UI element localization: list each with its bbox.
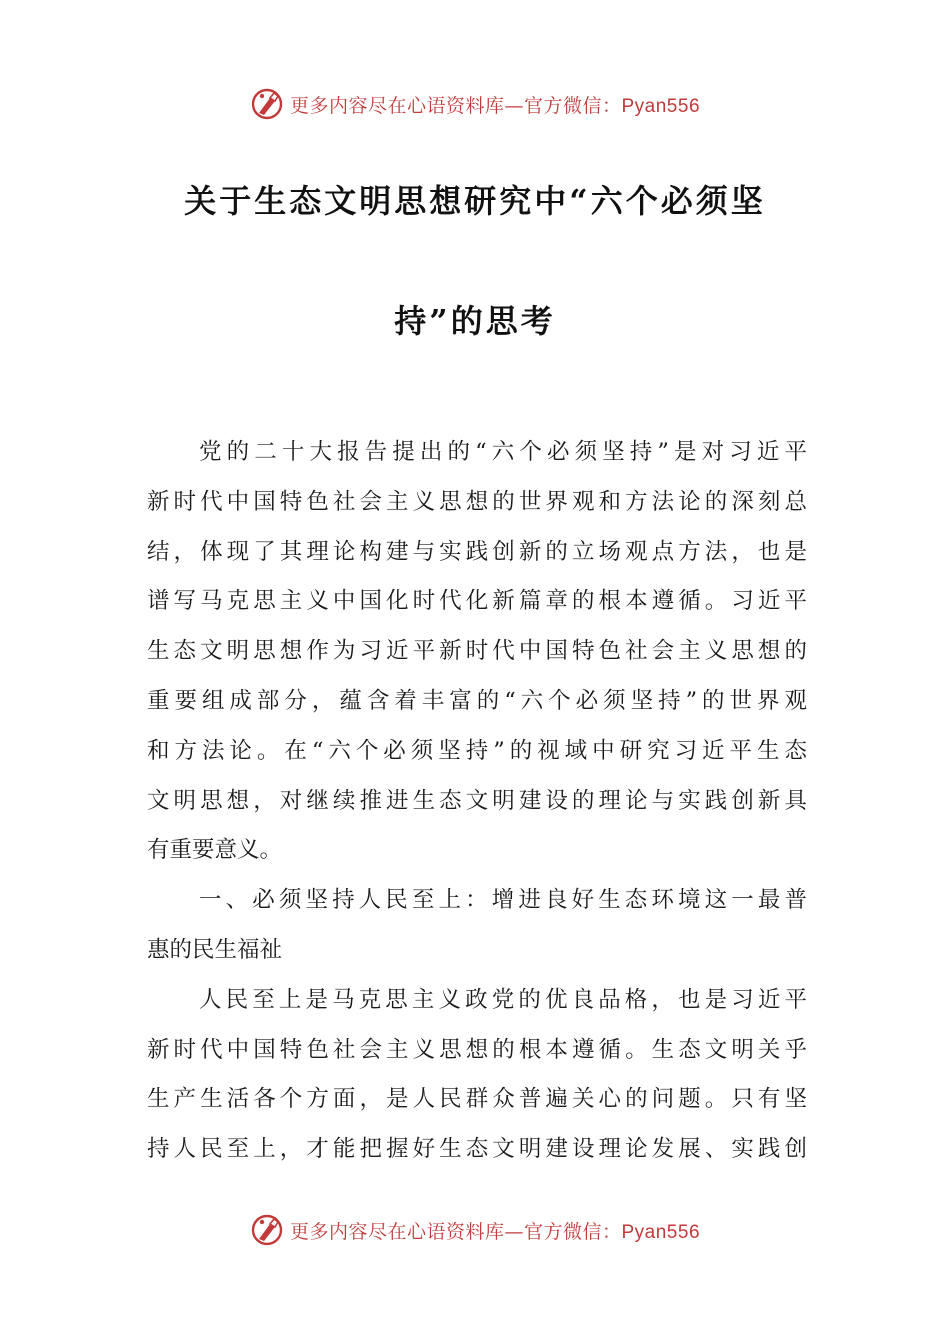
banner-slogan: 更多内容尽在心语资料库—官方微信： [289,94,622,117]
pen-nib-logo-icon [250,87,284,121]
header-banner [0,84,950,124]
paragraph-1-line: 生态文明思想作为习近平新时代中国特色社会主义思想的 [147,638,807,665]
banner-wechat-id: Pyan556 [621,95,701,117]
paragraph-1-line: 新时代中国特色社会主义思想的世界观和方法论的深刻总 [147,488,807,515]
banner-slogan: 更多内容尽在心语资料库—官方微信： [289,1220,622,1243]
document-title-line-2: 持”的思考 [394,302,556,340]
banner-text [290,1217,700,1244]
banner-text [290,91,700,118]
paragraph-1-line: 谱写马克思主义中国化时代化新篇章的根本遵循。习近平 [147,588,807,615]
footer-banner [0,1210,950,1250]
paragraph-2-line: 生产生活各个方面，是人民群众普遍关心的问题。只有坚 [147,1086,807,1113]
document-body [147,428,807,1175]
paragraph-1-line: 和方法论。在“六个必须坚持”的视域中研究习近平生态 [147,737,807,764]
document-title-line-1: 关于生态文明思想研究中“六个必须坚 [184,182,766,220]
paragraph-1-line: 有重要意义。 [147,837,283,864]
paragraph-1-line: 结，体现了其理论构建与实践创新的立场观点方法，也是 [147,538,807,565]
pen-nib-logo-icon [250,1213,284,1247]
paragraph-2-line: 新时代中国特色社会主义思想的根本遵循。生态文明关乎 [147,1036,807,1063]
paragraph-2-line: 持人民至上，才能把握好生态文明建设理论发展、实践创 [147,1136,807,1163]
paragraph-2-line: 人民至上是马克思主义政党的优良品格，也是习近平 [199,986,807,1013]
paragraph-1-line: 重要组成部分，蕴含着丰富的“六个必须坚持”的世界观 [147,687,807,714]
banner-wechat-id: Pyan556 [621,1221,701,1243]
paragraph-1-line: 党的二十大报告提出的“六个必须坚持”是对习近平 [199,439,807,465]
paragraph-1-line: 文明思想，对继续推进生态文明建设的理论与实践创新具 [147,787,807,814]
section-heading-line: 惠的民生福祉 [147,936,283,963]
section-heading-line: 一、必须坚持人民至上：增进良好生态环境这一最普 [199,887,807,914]
